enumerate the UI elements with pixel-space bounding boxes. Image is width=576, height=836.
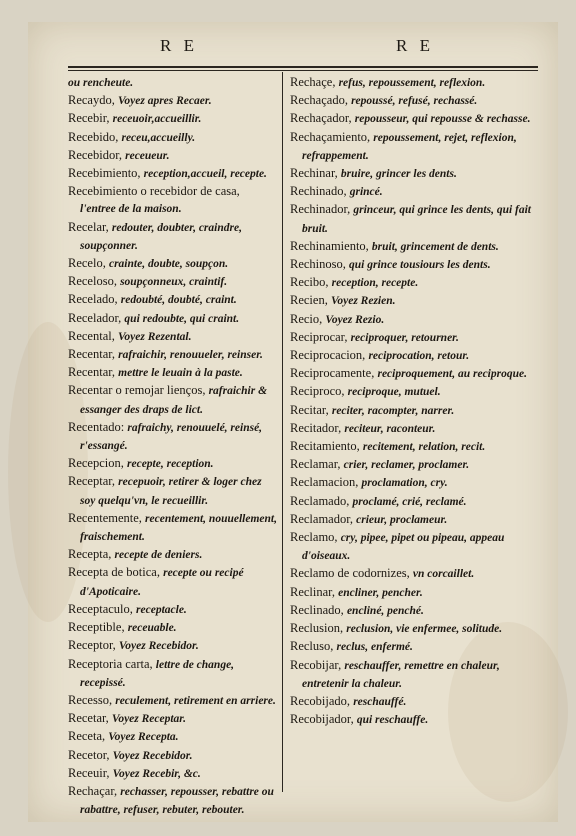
entry-headword: Recentemente, <box>68 510 146 525</box>
entry-translation: reciter, racompter, narrer. <box>331 404 455 417</box>
entry-headword: Rechinamiento, <box>290 238 372 253</box>
entry-headword: Rechaçador, <box>290 111 355 126</box>
dictionary-entry <box>68 473 278 509</box>
dictionary-entry <box>68 692 278 710</box>
entry-translation: Voyez Recebidor. <box>112 749 193 762</box>
entry-translation: reciprocation, retour. <box>368 350 470 363</box>
entry-headword: Recebimiento o recebidor de casa, <box>68 184 240 199</box>
entry-translation: recepuoir, retirer & loger chez soy quelqu'vn, le recueillir. <box>80 476 262 507</box>
entry-translation: rechasser, repousser, rebattre ou rabattre, refuser, rebuter, rebouter. <box>80 785 274 817</box>
entry-headword: Receptar, <box>68 474 119 489</box>
entry-headword: Reclinado, <box>290 602 347 617</box>
dictionary-entry <box>290 565 534 583</box>
entry-translation: receu,accueilly. <box>121 131 196 144</box>
entry-headword: Rechaçar, <box>68 783 121 798</box>
entry-headword: Reciprocacion, <box>290 348 369 363</box>
entry-headword: Recitamiento, <box>290 439 363 454</box>
entry-headword: Recluso, <box>290 639 337 654</box>
dictionary-entry <box>290 711 534 729</box>
entry-headword: Rechaçado, <box>290 93 352 108</box>
entry-headword: Reclinar, <box>290 584 339 599</box>
right-column <box>290 74 534 729</box>
dictionary-entry <box>68 619 278 637</box>
entry-headword: Recesso, <box>68 692 116 707</box>
entry-headword: Reclusion, <box>290 621 347 636</box>
dictionary-entry <box>68 783 278 819</box>
entry-headword: Recobijar, <box>290 657 345 672</box>
dictionary-entry <box>290 493 534 511</box>
dictionary-entry <box>68 747 278 765</box>
dictionary-entry <box>290 511 534 529</box>
dictionary-entry <box>68 546 278 564</box>
dictionary-entry <box>290 693 534 711</box>
entry-translation: Voyez Recebir, &c. <box>112 767 201 780</box>
entry-translation: lettre de change, recepissé. <box>80 658 235 689</box>
entry-translation: recentement, nouuellement, fraischement. <box>80 512 277 544</box>
entry-headword: Recelar, <box>68 219 112 234</box>
entry-headword: Rechinado, <box>290 184 350 199</box>
dictionary-entry <box>68 710 278 728</box>
entry-translation: rafraichir, renouueler, reinser. <box>118 349 263 362</box>
entry-headword: Recetor, <box>68 747 113 762</box>
entry-translation: encliner, pencher. <box>338 586 423 599</box>
dictionary-entry <box>68 129 278 147</box>
dictionary-entry <box>68 291 278 309</box>
entry-headword: Receloso, <box>68 274 121 289</box>
entry-headword: Recentar, <box>68 365 119 380</box>
dictionary-entry <box>290 165 534 183</box>
dictionary-entry <box>290 201 534 237</box>
dictionary-entry <box>68 110 278 128</box>
entry-translation: l'entree de la maison. <box>80 203 182 216</box>
entry-translation: Voyez Rezental. <box>117 330 192 343</box>
dictionary-entry <box>290 110 534 128</box>
dictionary-entry <box>68 364 278 382</box>
entry-translation: reschauffé. <box>353 695 407 708</box>
entry-translation: Voyez Rezien. <box>330 295 396 308</box>
entry-translation: recepte ou recipé d'Apoticaire. <box>80 567 244 598</box>
entry-translation: redouter, doubter, craindre, soupçonner. <box>80 221 242 252</box>
dictionary-entry <box>290 420 534 438</box>
column-divider <box>282 72 283 792</box>
entry-headword: Recepta, <box>68 547 115 562</box>
entry-headword: Recelo, <box>68 256 109 271</box>
entry-translation: repoussement, rejet, reflexion, refrappement. <box>302 131 517 162</box>
entry-headword: Recebidor, <box>68 147 126 162</box>
entry-headword: Rechinador, <box>290 202 354 217</box>
dictionary-entry <box>290 474 534 492</box>
entry-headword: Recental, <box>68 328 118 343</box>
entry-headword: Rechinar, <box>290 166 341 181</box>
header-rule-thin <box>68 70 538 71</box>
entry-headword: Recebir, <box>68 111 113 126</box>
entry-headword: Recepta de botica, <box>68 565 164 580</box>
entry-headword: Recebido, <box>68 129 122 144</box>
dictionary-entry <box>68 455 278 473</box>
entry-translation: mettre le leuain à la paste. <box>118 367 243 380</box>
entry-translation: Voyez Rezio. <box>325 313 385 326</box>
entry-headword: Reclamo, <box>290 530 341 545</box>
dictionary-entry <box>68 255 278 273</box>
entry-translation: refus, repoussement, reflexion. <box>338 77 486 89</box>
entry-headword: Receptor, <box>68 638 119 653</box>
entry-headword: Recelado, <box>68 292 121 307</box>
dictionary-entry <box>68 310 278 328</box>
dictionary-entry <box>68 147 278 165</box>
dictionary-entry <box>290 92 534 110</box>
entry-headword: Recien, <box>290 293 331 308</box>
entry-translation: ou rencheute. <box>68 77 134 89</box>
dictionary-entry <box>68 92 278 110</box>
entry-headword: Recentado: <box>68 419 128 434</box>
entry-translation: encliné, penché. <box>346 604 424 617</box>
entry-translation: reciproquer, retourner. <box>350 331 459 344</box>
dictionary-entry <box>290 438 534 456</box>
dictionary-entry <box>290 129 534 165</box>
entry-headword: Reciproco, <box>290 384 348 399</box>
entry-headword: Recio, <box>290 311 326 326</box>
dictionary-entry <box>68 656 278 692</box>
entry-translation: reclus, enfermé. <box>336 641 413 654</box>
entry-headword: Recebimiento, <box>68 166 144 181</box>
dictionary-entry <box>290 456 534 474</box>
entry-translation: receueur. <box>125 149 170 162</box>
dictionary-entry <box>290 183 534 201</box>
entry-translation: reciproque, mutuel. <box>347 386 441 399</box>
dictionary-entry <box>290 584 534 602</box>
dictionary-entry <box>68 328 278 346</box>
dictionary-entry <box>290 638 534 656</box>
dictionary-entry <box>68 510 278 546</box>
header-right: R E <box>396 36 434 55</box>
dictionary-entry <box>68 219 278 255</box>
entry-translation: redoubté, doubté, craint. <box>120 294 237 307</box>
entry-translation: qui reschauffe. <box>356 714 429 727</box>
entry-headword: Receptible, <box>68 620 128 635</box>
entry-headword: Reclamo de codornizes, <box>290 566 413 581</box>
entry-translation: reception, recepte. <box>331 277 419 290</box>
entry-translation: reception,accueil, recepte. <box>143 168 267 181</box>
dictionary-entry <box>290 238 534 256</box>
left-column <box>68 74 278 819</box>
dictionary-entry <box>290 74 534 92</box>
entry-translation: reschauffer, remettre en chaleur, entretenir la chaleur. <box>302 659 500 690</box>
entry-translation: qui grince tousiours les dents. <box>349 259 491 272</box>
dictionary-entry <box>290 329 534 347</box>
entry-headword: Recobijador, <box>290 712 357 727</box>
entry-headword: Reclamador, <box>290 511 357 526</box>
entry-headword: Recaydo, <box>68 93 118 108</box>
dictionary-entry <box>290 402 534 420</box>
entry-translation: repousseur, qui repousse & rechasse. <box>354 113 531 126</box>
entry-headword: Reciprocar, <box>290 329 351 344</box>
dictionary-entry <box>290 256 534 274</box>
dictionary-entry <box>290 529 534 565</box>
dictionary-entry <box>68 765 278 783</box>
entry-headword: Receta, <box>68 729 109 744</box>
dictionary-entry <box>68 74 278 92</box>
entry-headword: Reclamado, <box>290 493 353 508</box>
entry-translation: bruire, grincer les dents. <box>340 168 457 181</box>
entry-headword: Rechaçamiento, <box>290 129 374 144</box>
entry-translation: soupçonneux, craintif. <box>120 276 228 289</box>
dictionary-entry <box>290 292 534 310</box>
entry-translation: vn corcaillet. <box>412 568 475 581</box>
entry-headword: Reciprocamente, <box>290 366 378 381</box>
entry-translation: Voyez Receptar. <box>111 713 187 726</box>
entry-translation: repoussé, refusé, rechassé. <box>351 95 478 108</box>
entry-translation: recepte, reception. <box>127 458 214 471</box>
entry-headword: Recibo, <box>290 275 332 290</box>
entry-translation: Voyez Recebidor. <box>118 640 199 653</box>
entry-translation: proclamé, crié, reclamé. <box>352 495 467 508</box>
dictionary-entry <box>68 564 278 600</box>
dictionary-entry <box>68 419 278 455</box>
page <box>28 22 558 822</box>
dictionary-entry <box>68 165 278 183</box>
dictionary-entry <box>290 311 534 329</box>
entry-translation: rafraichy, renouuelé, reinsé, r'essangé. <box>80 421 263 453</box>
entry-translation: crainte, doubte, soupçon. <box>108 258 229 271</box>
entry-headword: Recepcion, <box>68 456 128 471</box>
entry-translation: rafraichir & essanger des draps de lict. <box>80 385 268 416</box>
dictionary-entry <box>68 346 278 364</box>
entry-translation: crier, reclamer, proclamer. <box>343 459 470 472</box>
dictionary-entry <box>68 728 278 746</box>
header-left: R E <box>160 36 198 55</box>
dictionary-entry <box>290 365 534 383</box>
entry-headword: Rechaçe, <box>290 75 339 89</box>
entry-headword: Receuir, <box>68 765 113 780</box>
entry-headword: Rechinoso, <box>290 257 350 272</box>
dictionary-entry <box>290 620 534 638</box>
entry-translation: recitement, relation, recit. <box>362 441 486 454</box>
entry-headword: Recitador, <box>290 420 345 435</box>
entry-headword: Recetar, <box>68 711 112 726</box>
dictionary-entry <box>290 347 534 365</box>
entry-translation: reculement, retirement en arriere. <box>115 694 276 707</box>
dictionary-entry <box>68 382 278 418</box>
entry-headword: Reclamacion, <box>290 475 362 490</box>
entry-translation: receuoir,accueillir. <box>112 113 202 126</box>
dictionary-entry <box>68 273 278 291</box>
entry-translation: Voyez Recepta. <box>108 731 179 744</box>
entry-translation: Voyez apres Recaer. <box>117 95 212 108</box>
entry-translation: recepte de deniers. <box>114 549 203 562</box>
entry-translation: receuable. <box>127 622 177 635</box>
entry-translation: bruit, grincement de dents. <box>371 240 499 253</box>
entry-headword: Reclamar, <box>290 457 344 472</box>
entry-headword: Receptaculo, <box>68 601 137 616</box>
entry-headword: Recentar o remojar lienços, <box>68 383 209 398</box>
dictionary-entry <box>290 602 534 620</box>
entry-translation: grincé. <box>349 186 383 199</box>
entry-translation: receptacle. <box>136 603 187 616</box>
dictionary-entry <box>290 274 534 292</box>
entry-translation: crieur, proclameur. <box>356 513 448 526</box>
entry-headword: Recitar, <box>290 402 332 417</box>
entry-translation: qui redoubte, qui craint. <box>124 312 240 325</box>
dictionary-entry <box>68 183 278 218</box>
entry-translation: proclamation, cry. <box>361 477 448 490</box>
entry-translation: cry, pipee, pipet ou pipeau, appeau d'oiseaux. <box>302 532 505 563</box>
entry-translation: reclusion, vie enfermee, solitude. <box>346 623 503 636</box>
entry-headword: Recelador, <box>68 310 125 325</box>
dictionary-entry <box>290 383 534 401</box>
dictionary-entry <box>68 637 278 655</box>
entry-translation: reciproquement, au reciproque. <box>377 368 527 381</box>
dictionary-entry <box>68 601 278 619</box>
entry-translation: grinceur, qui grince les dents, qui fait bruit. <box>302 204 532 235</box>
running-header <box>28 36 558 62</box>
entry-headword: Receptoria carta, <box>68 656 156 671</box>
entry-headword: Recobijado, <box>290 693 354 708</box>
header-rule <box>68 66 538 68</box>
dictionary-entry <box>290 657 534 693</box>
entry-headword: Recentar, <box>68 347 119 362</box>
entry-translation: reciteur, raconteur. <box>344 422 436 435</box>
